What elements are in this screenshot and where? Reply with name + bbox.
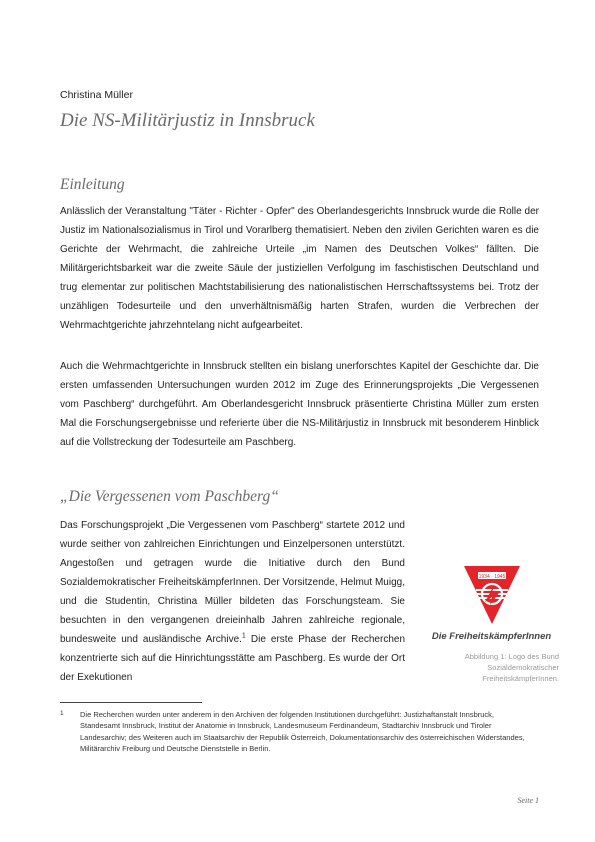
logo-years-text: 1934 · 1945 xyxy=(478,573,506,580)
footnote-divider xyxy=(60,702,202,703)
section-heading-paschberg: „Die Vergessenen vom Paschberg“ xyxy=(60,488,279,505)
author-name: Christina Müller xyxy=(60,89,133,101)
page-number: Seite 1 xyxy=(517,796,539,805)
section-heading-introduction: Einleitung xyxy=(60,176,125,193)
intro-paragraph-1: Anlässlich der Veranstaltung "Täter - Richter - Opfer" des Oberlandesgerichts Innsbruck wurde die Rolle der Justiz im Nationalsozialismus in Tirol und Vorarlberg thematisiert. Neben den zivilen Gerichten waren es die Gerichte der Wehrmacht, die zahlreiche Urteile „im Namen des Deutschen Volkes“ fällten. Die Militärgerichtsbarkeit war die zweite Säule der justiziellen Verfolgung im faschistischen Deutschland und trug elementar zur politischen Machtstabilisierung des nationalistischen Herrschaftssystems bei. Trotz der unzähligen Todesurteile und den unverhältnismäßig harten Strafen, wurden die Verbrechen der Wehrmachtgerichte jahrzehntelang nicht aufgearbeitet. xyxy=(60,206,539,331)
paschberg-paragraph xyxy=(60,516,405,687)
footnote-text: Die Recherchen wurden unter anderem in den Archiven der folgenden Institutionen durchgeführt: Justizhaftanstalt Innsbruck, Standesamt Innsbruck, Institut der Anatomie in Innsbruck, Landesmuseum Ferdinandeum, Stadtarchiv Innsbruck und Tiroler Landesarchiv; des Weiteren auch im Staatsarchiv der Republik Österreich, Dokumentationsarchiv des österreichischen Widerstandes, Militärarchiv Freiburg und Deutsche Dienststelle in Berlin. xyxy=(80,710,525,753)
intro-paragraph-2: Auch die Wehrmachtgerichte in Innsbruck stellten ein bislang unerforschtes Kapitel der Geschichte dar. Die ersten umfassenden Untersuchungen wurden 2012 im Zuge des Erinnerungsprojekts „Die Vergessenen vom Paschberg“ durchgeführt. Am Oberlandesgericht Innsbruck präsentierte Christina Müller zum ersten Mal die Forschungsergebnisse und referierte über die NS-Militärjustiz in Innsbruck mit besonderem Hinblick auf die Vollstreckung der Todesurteile am Paschberg. xyxy=(60,361,539,448)
paschberg-text-part1: Das Forschungsprojekt „Die Vergessenen vom Paschberg“ startete 2012 und wurde seither von zahlreichen Einrichtungen und Einzelpersonen unterstützt. Angestoßen und getragen wurde die Initiative durch den Bund Sozialdemokratischer FreiheitskämpferInnen. Der Vorsitzende, Helmut Muigg, und die Studentin, Christina Müller bildeten das Forschungsteam. Sie besuchten in den vergangenen dreieinhalb Jahren zahlreiche regionale, bundesweite und ausländische Archive. xyxy=(60,520,405,645)
logo-org-name: Die FreiheitskämpferInnen xyxy=(431,631,552,642)
paschberg-text-part2: Die erste Phase der Recherchen konzentrierte sich auf die Hinrichtungsstätte am Paschberg. Es wurde der Ort der Exekutionen xyxy=(60,634,406,683)
figure-logo xyxy=(424,566,559,686)
footnote-number: 1 xyxy=(60,710,64,717)
figure-caption: Abbildung 1: Logo des Bund Sozialdemokratischer FreiheitskämpferInnen. xyxy=(464,652,559,683)
freiheitskaempfer-logo-icon xyxy=(464,566,520,626)
footnote-reference[interactable]: 1 xyxy=(241,632,246,640)
document-title: Die NS-Militärjustiz in Innsbruck xyxy=(60,110,315,131)
